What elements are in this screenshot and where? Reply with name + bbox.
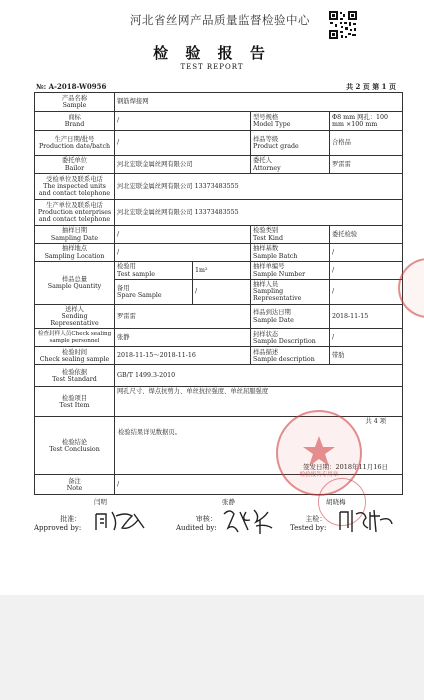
sampling-rep-label: 抽样人员 Sampling Representative bbox=[251, 280, 330, 305]
tested-printed-name: 胡晓梅 bbox=[326, 498, 346, 506]
test-item-value: 网孔尺寸、焊点抗剪力、单丝抗拉强度、单丝屈服强度 bbox=[115, 387, 403, 417]
row-inspected bbox=[35, 174, 403, 200]
arrival-date-value: 2018-11-15 bbox=[330, 304, 403, 329]
sampling-date-value: / bbox=[115, 226, 251, 244]
conclusion-total: 共 4 项 bbox=[365, 418, 387, 426]
note-value: / bbox=[115, 475, 403, 495]
page-background bbox=[0, 595, 424, 700]
sample-desc-value: 带肋 bbox=[330, 347, 403, 365]
report-title: 检 验 报 告 bbox=[153, 44, 271, 62]
test-sample-label: 检验用 Test sample bbox=[115, 262, 193, 280]
brand-label: 商标 Brand bbox=[35, 112, 115, 131]
note-label: 备注 Note bbox=[35, 475, 115, 495]
production-value: / bbox=[115, 131, 251, 156]
row-sampling-location bbox=[35, 244, 403, 262]
row-sampling-date bbox=[35, 226, 403, 244]
enterprise-value: 河北宏联金属丝网有限公司 13373483555 bbox=[115, 200, 403, 226]
standard-label: 检验依据 Test Standard bbox=[35, 365, 115, 387]
report-number: №: A-2018-W0956 bbox=[36, 82, 107, 91]
sending-rep-value: 罗雷雷 bbox=[115, 304, 251, 329]
test-sample-value: 1m² bbox=[193, 262, 251, 280]
row-standard bbox=[35, 365, 403, 387]
test-item-label: 检验项目 Test Item bbox=[35, 387, 115, 417]
tested-signature bbox=[336, 506, 396, 536]
tested-label: 主检： Tested by: bbox=[290, 515, 327, 532]
quantity-label: 样品总量 Sample Quantity bbox=[35, 262, 115, 305]
sampling-location-label: 抽样地点 Sampling Location bbox=[35, 244, 115, 262]
row-sending bbox=[35, 304, 403, 329]
bailor-value: 河北宏联金属丝网有限公司 bbox=[115, 156, 251, 174]
production-label: 生产日期/批号 Production date/batch bbox=[35, 131, 115, 156]
sample-label: 产品名称 Sample bbox=[35, 93, 115, 112]
issue-date: 签发日期：2018年11月16日 bbox=[302, 462, 389, 471]
page-info: 共 2 页 第 1 页 bbox=[346, 82, 396, 91]
qr-code bbox=[328, 10, 358, 40]
row-check-personnel bbox=[35, 329, 403, 347]
conclusion-label: 检验结论 Test Conclusion bbox=[35, 417, 115, 475]
row-test-period bbox=[35, 347, 403, 365]
approved-label: 批准： Approved by: bbox=[34, 515, 82, 532]
sample-batch-value: / bbox=[330, 244, 403, 262]
grade-value: 合格品 bbox=[330, 131, 403, 156]
sample-desc-label: 样品描述 Sample description bbox=[251, 347, 330, 365]
row-brand bbox=[35, 112, 403, 131]
sampling-rep-value: / bbox=[330, 280, 403, 305]
check-personnel-value: 张静 bbox=[115, 329, 251, 347]
approved-printed-name: 闫明 bbox=[94, 498, 107, 506]
row-enterprise bbox=[35, 200, 403, 226]
model-label: 型号规格 Model Type bbox=[251, 112, 330, 131]
brand-value: / bbox=[115, 112, 251, 131]
attorney-value: 罗雷雷 bbox=[330, 156, 403, 174]
approved-signature bbox=[92, 508, 152, 534]
stamp-text: 检验报告专用章 bbox=[299, 472, 339, 478]
inspected-label: 受检单位及联系电话 The inspected units and contact telephone bbox=[35, 174, 115, 200]
sample-batch-label: 抽样基数 Sample Batch bbox=[251, 244, 330, 262]
sample-number-value: / bbox=[330, 262, 403, 280]
conclusion-value: 检验结果详见数据页。 bbox=[118, 429, 181, 437]
row-bailor bbox=[35, 156, 403, 174]
audited-label: 审核： Audited by: bbox=[176, 515, 217, 532]
test-period-label: 检验时间 Check sealing sample bbox=[35, 347, 115, 365]
test-period-value: 2018-11-15～2018-11-16 bbox=[115, 347, 251, 365]
audited-printed-name: 张静 bbox=[222, 498, 235, 506]
sampling-location-value: / bbox=[115, 244, 251, 262]
grade-label: 样品等级 Product grade bbox=[251, 131, 330, 156]
audited-signature bbox=[220, 506, 280, 536]
attorney-label: 委托人 Attorney bbox=[251, 156, 330, 174]
standard-value: GB/T 1499.3-2010 bbox=[115, 365, 403, 387]
row-sample bbox=[35, 93, 403, 112]
test-kind-value: 委托检验 bbox=[330, 226, 403, 244]
row-production bbox=[35, 131, 403, 156]
bailor-label: 委托单位 Bailor bbox=[35, 156, 115, 174]
spare-sample-value: / bbox=[193, 280, 251, 305]
seal-status-label: 封样状态 Sample Description bbox=[251, 329, 330, 347]
sample-value: 钢筋焊接网 bbox=[115, 93, 403, 112]
model-value: Φ8 mm 网孔：100 mm ×100 mm bbox=[330, 112, 403, 131]
arrival-date-label: 样品到达日期 Sample Date bbox=[251, 304, 330, 329]
check-personnel-label: 检查封样人员Check sealing sample personnel bbox=[35, 329, 115, 347]
org-name: 河北省丝网产品质量监督检验中心 bbox=[130, 13, 310, 27]
sampling-date-label: 抽样日期 Sampling Date bbox=[35, 226, 115, 244]
row-quantity-1 bbox=[35, 262, 403, 280]
sending-rep-label: 送样人 Sending Representative bbox=[35, 304, 115, 329]
inspected-value: 河北宏联金属丝网有限公司 13373483555 bbox=[115, 174, 403, 200]
test-kind-label: 检验类别 Test Kind bbox=[251, 226, 330, 244]
report-subtitle: TEST REPORT bbox=[180, 63, 244, 71]
enterprise-label: 生产单位及联系电话 Production enterprises and contact telephone bbox=[35, 200, 115, 226]
spare-sample-label: 备用 Spare Sample bbox=[115, 280, 193, 305]
seal-status-value: / bbox=[330, 329, 403, 347]
sample-number-label: 抽样单编号 Sample Number bbox=[251, 262, 330, 280]
